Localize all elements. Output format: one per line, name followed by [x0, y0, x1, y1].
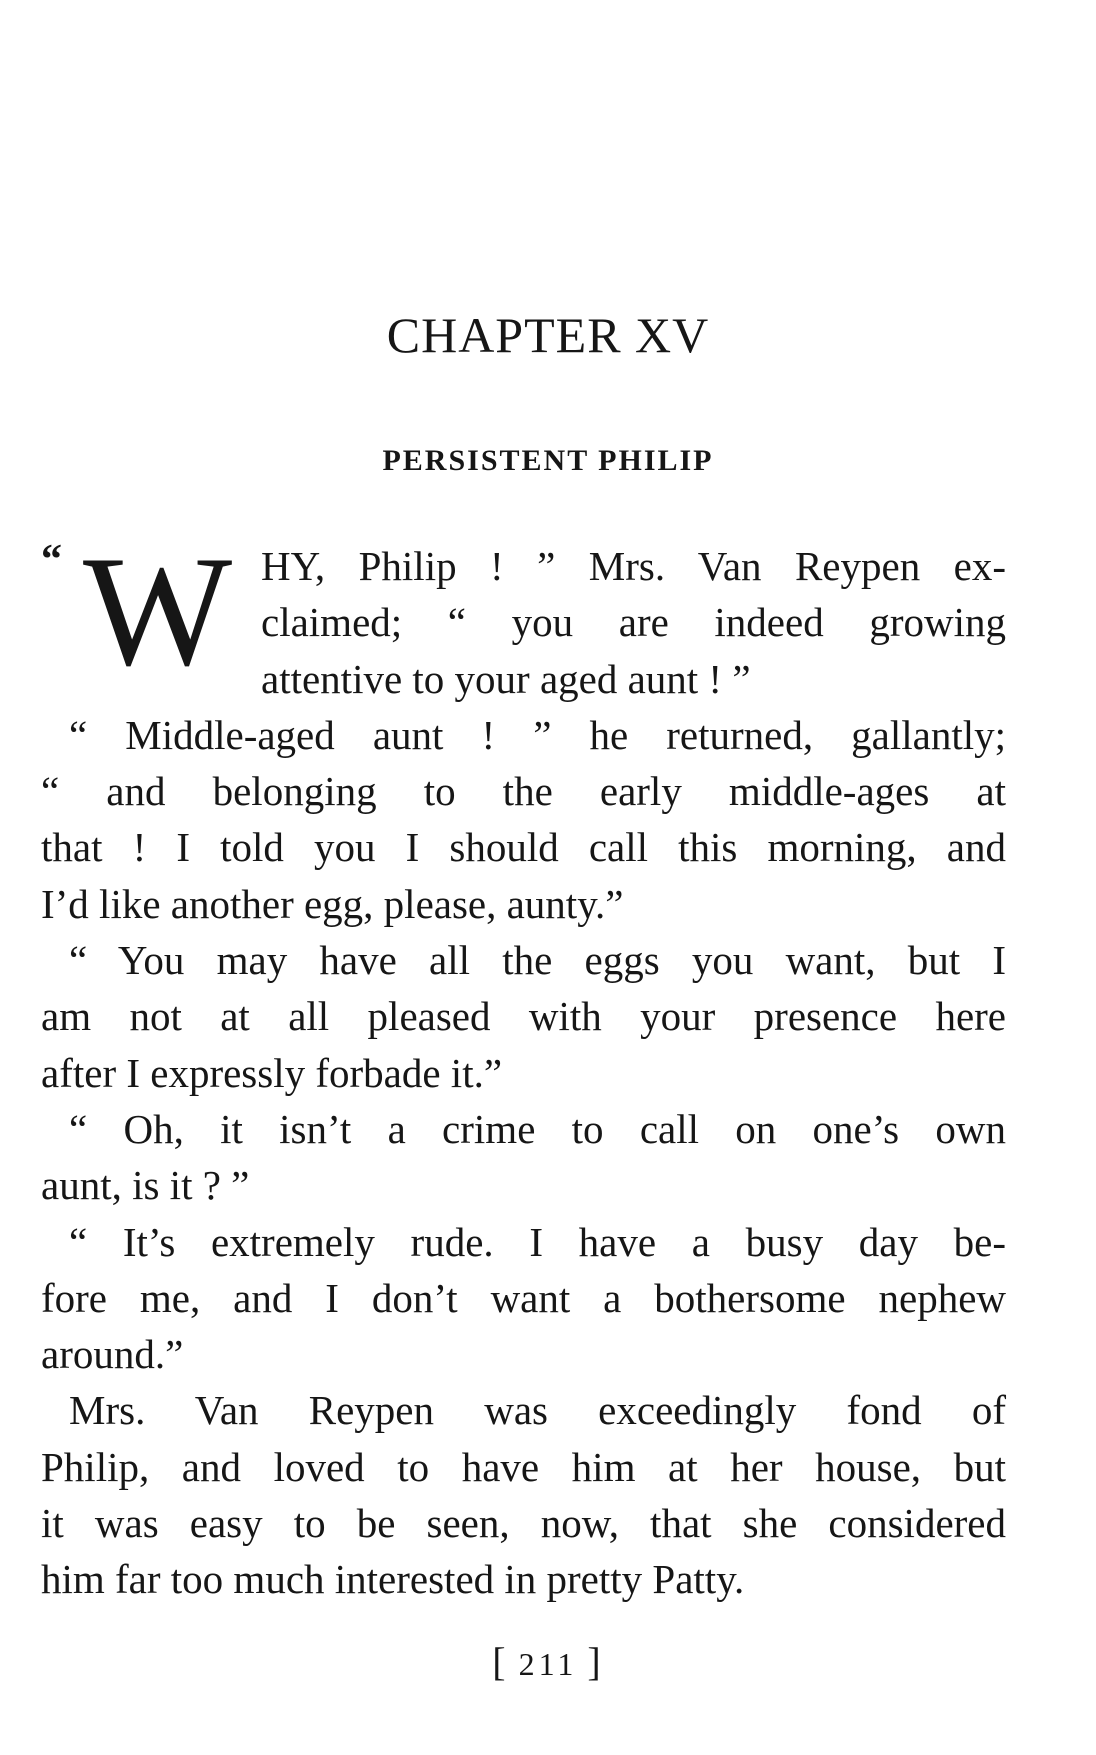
text-line: after I expressly forbade it.”: [41, 1049, 503, 1096]
text-line: him far too much interested in pretty Patty.: [41, 1556, 745, 1603]
text-line: Mrs. Van Reypen was exceedingly fond of: [69, 1387, 1006, 1434]
text-line: “ and belonging to the early middle-ages at: [41, 768, 1006, 815]
page-number-value: 211: [518, 1646, 578, 1682]
text-line: Philip, and loved to have him at her house, but: [41, 1443, 1006, 1490]
dropcap-quote: “: [41, 537, 62, 583]
text-line: “ Middle-aged aunt ! ” he returned, gallantly;: [69, 711, 1006, 758]
text-line: “ It’s extremely rude. I have a busy day be-: [69, 1218, 1006, 1265]
body-text: [41, 524, 1006, 1608]
text-line: am not at all pleased with your presence here: [41, 993, 1006, 1040]
text-line: claimed; “ you are indeed growing: [261, 599, 1006, 646]
text-line: “ You may have all the eggs you want, but I: [69, 937, 1006, 984]
text-line: fore me, and I don’t want a bothersome nephew: [41, 1274, 1006, 1321]
dropcap-letter: W: [83, 524, 233, 699]
page-number: [0, 1638, 1096, 1688]
text-line: attentive to your aged aunt ! ”: [261, 655, 751, 702]
text-line: it was easy to be seen, now, that she considered: [41, 1500, 1006, 1547]
page-number-close-bracket: ]: [587, 1639, 604, 1684]
page-number-open-bracket: [: [492, 1639, 509, 1684]
chapter-title: CHAPTER XV: [386, 307, 710, 363]
opening-paragraph: [41, 524, 1006, 707]
text-line: I’d like another egg, please, aunty.”: [41, 880, 624, 927]
text-line: that ! I told you I should call this morning, and: [41, 824, 1006, 871]
text-line: “ Oh, it isn’t a crime to call on one’s own: [69, 1105, 1006, 1152]
text-line: aunt, is it ? ”: [41, 1162, 250, 1209]
text-line: around.”: [41, 1331, 184, 1378]
chapter-subtitle: PERSISTENT PHILIP: [382, 444, 714, 477]
text-line: HY, Philip ! ” Mrs. Van Reypen ex-: [261, 543, 1006, 589]
